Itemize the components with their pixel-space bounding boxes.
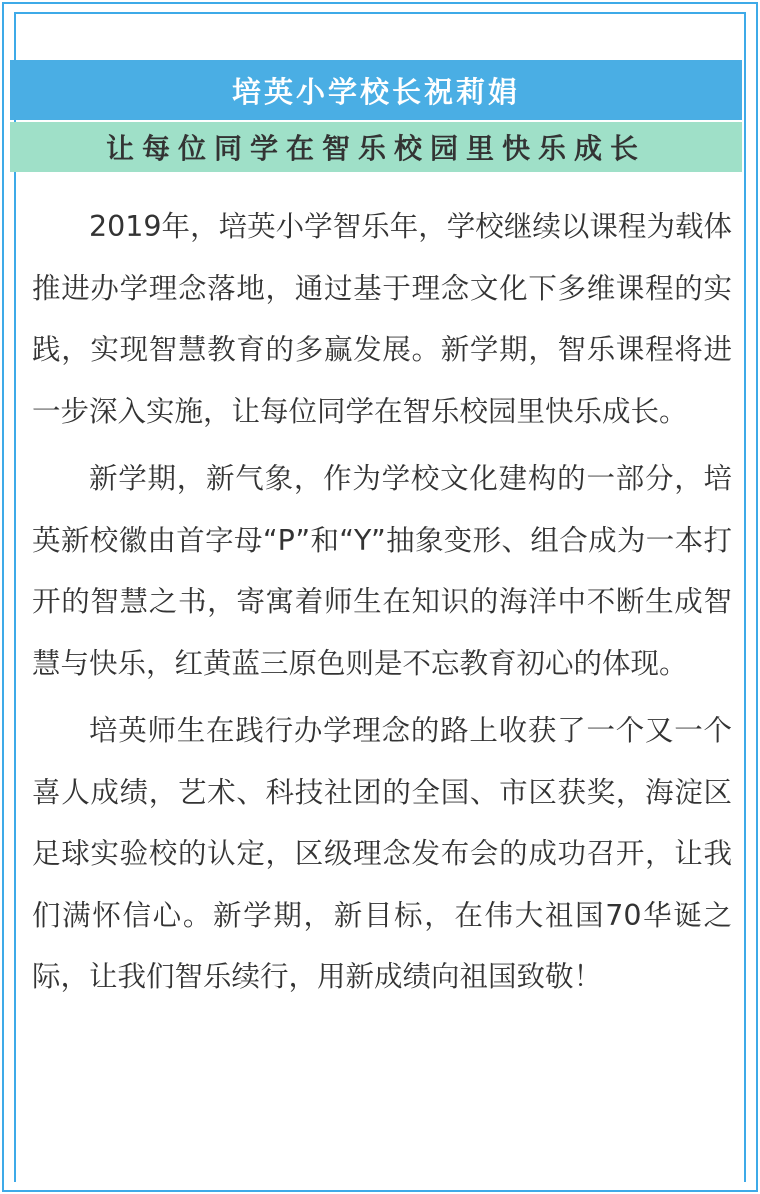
page-subtitle: 让每位同学在智乐校园里快乐成长 xyxy=(105,132,646,165)
title-banner xyxy=(10,60,742,120)
page-title: 培英小学校长祝莉娟 xyxy=(231,74,520,109)
paragraph-3: 培英师生在践行办学理念的路上收获了一个又一个喜人成绩，艺术、科技社团的全国、市区获奖，海淀区足球实验校的认定，区级理念发布会的成功召开，让我们满怀信心。新学期，新目标，在伟大祖国70华诞之际，让我们智乐续行，用新成绩向祖国致敬！ xyxy=(32,714,732,993)
paragraph-1: 2019年，培英小学智乐年，学校继续以课程为载体推进办学理念落地，通过基于理念文化下多维课程的实践，实现智慧教育的多赢发展。新学期，智乐课程将进一步深入实施，让每位同学在智乐校园里快乐成长。 xyxy=(32,210,732,428)
subtitle-banner xyxy=(10,122,742,172)
article-body xyxy=(32,196,732,1014)
paragraph-2: 新学期，新气象，作为学校文化建构的一部分，培英新校徽由首字母“P”和“Y”抽象变形、组合成为一本打开的智慧之书，寄寓着师生在知识的海洋中不断生成智慧与快乐，红黄蓝三原色则是不忘教育初心的体现。 xyxy=(32,462,732,680)
